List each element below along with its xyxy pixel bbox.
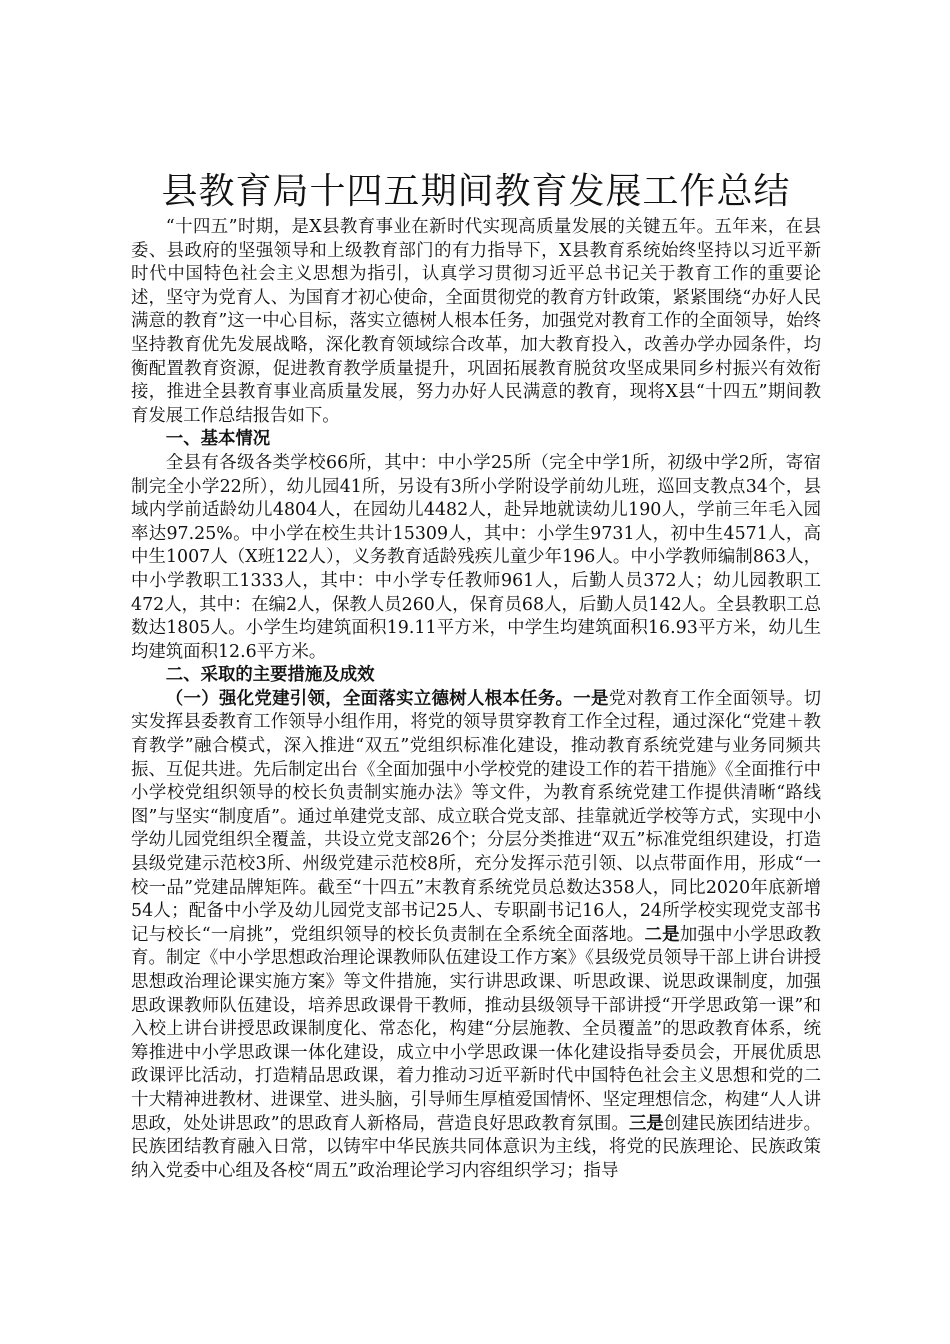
intro-paragraph: “十四五”时期，是X县教育事业在新时代实现高质量发展的关键五年。五年来，在县委、县政府的坚强领导和上级教育部门的有力指导下，X县教育系统始终坚持以习近平新时代中国特色社会主义思想为指引，认真学习贯彻习近平总书记关于教育工作的重要论述，坚守为党育人、为国育才初心使命，全面贯彻党的教育方针政策，紧紧围绕“办好人民满意的教育”这一中心目标，落实立德树人根本任务，加强党对教育工作的全面领导，始终坚持教育优先发展战略，深化教育领域综合改革，加大教育投入，改善办学办园条件，均衡配置教育资源，促进教育教学质量提升，巩固拓展教育脱贫攻坚成果同乡村振兴有效衔接，推进全县教育事业高质量发展，努力办好人民满意的教育，现将X县“十四五”期间教育发展工作总结报告如下。 [131, 217, 821, 426]
point-text-3: 创建民族团结进步。民族团结教育融入日常，以铸牢中华民族共同体意识为主线，将党的民族理论、民族政策纳入党委中心组及各校“周五”政治理论学习内容组织学习；指导 [131, 1113, 821, 1181]
section-heading-basic-info: 一、基本情况 [165, 429, 271, 450]
section-heading-measures: 二、采取的主要措施及成效 [165, 665, 375, 686]
point-label-1: 一是 [573, 688, 609, 709]
measures-paragraph [131, 688, 821, 1183]
basic-info-paragraph: 全县有各级各类学校66所，其中：中小学25所（完全中学1所，初级中学2所，寄宿制完全小学22所），幼儿园41所，另设有3所小学附设学前幼儿班，巡回支教点34个，县域内学前适龄幼儿4804人，在园幼儿4482人，赴异地就读幼儿190人，学前三年毛入园率达97.25%。中小学在校生共计15309人，其中：小学生9731人，初中生4571人，高中生1007人（X班122人），义务教育适龄残疾儿童少年196人。中小学教师编制863人，中小学教职工1333人，其中：中小学专任教师961人，后勤人员372人；幼儿园教职工472人，其中：在编2人，保教人员260人，保育员68人，后勤人员142人。全县教职工总数达1805人。小学生均建筑面积19.11平方米，中学生均建筑面积16.93平方米，幼儿生均建筑面积12.6平方米。 [131, 452, 821, 662]
document-title: 县教育局十四五期间教育发展工作总结 [161, 171, 791, 212]
point-label-2: 二是 [644, 924, 680, 945]
point-text-1: 党对教育工作全面领导。切实发挥县委教育工作领导小组作用，将党的领导贯穿教育工作全过程，通过深化“党建＋教育教学”融合模式，深入推进“双五”党组织标准化建设，推动教育系统党建与业务同频共振、互促共进。先后制定出台《全面加强中小学校党的建设工作的若干措施》《全面推行中小学校党组织领导的校长负责制实施办法》等文件，为教育系统党建工作提供清晰“路线图”与坚实“制度盾”。通过单建党支部、成立联合党支部、挂靠就近学校等方式，实现中小学幼儿园党组织全覆盖，共设立党支部26个；分层分类推进“双五”标准党组织建设，打造县级党建示范校3所、州级党建示范校8所，充分发挥示范引领、以点带面作用，形成“一校一品”党建品牌矩阵。截至“十四五”末教育系统党员总数达358人，同比2020年底新增54人；配备中小学及幼儿园党支部书记25人、专职副书记16人，24所学校实现党支部书记与校长“一肩挑”，党组织领导的校长负责制在全系统全面落地。 [131, 688, 821, 945]
point-label-3: 三是 [628, 1113, 664, 1134]
subsection-title-party-building: （一）强化党建引领，全面落实立德树人根本任务。 [165, 688, 574, 709]
document-page [131, 170, 821, 1183]
point-text-2: 加强中小学思政教育。制定《中小学思想政治理论课教师队伍建设工作方案》《县级党员领导干部上讲台讲授思想政治理论课实施方案》等文件措施，实行讲思政课、听思政课、说思政课制度，加强思政课教师队伍建设，培养思政课骨干教师，推动县级领导干部讲授“开学思政第一课”和入校上讲台讲授思政课制度化、常态化，构建“分层施教、全员覆盖”的思政教育体系，统筹推进中小学思政课一体化建设，成立中小学思政课一体化建设指导委员会，开展优质思政课评比活动，打造精品思政课，着力推动习近平新时代中国特色社会主义思想和党的二十大精神进教材、进课堂、进头脑，引导师生厚植爱国情怀、坚定理想信念，构建“人人讲思政，处处讲思政”的思政育人新格局，营造良好思政教育氛围。 [131, 924, 821, 1134]
